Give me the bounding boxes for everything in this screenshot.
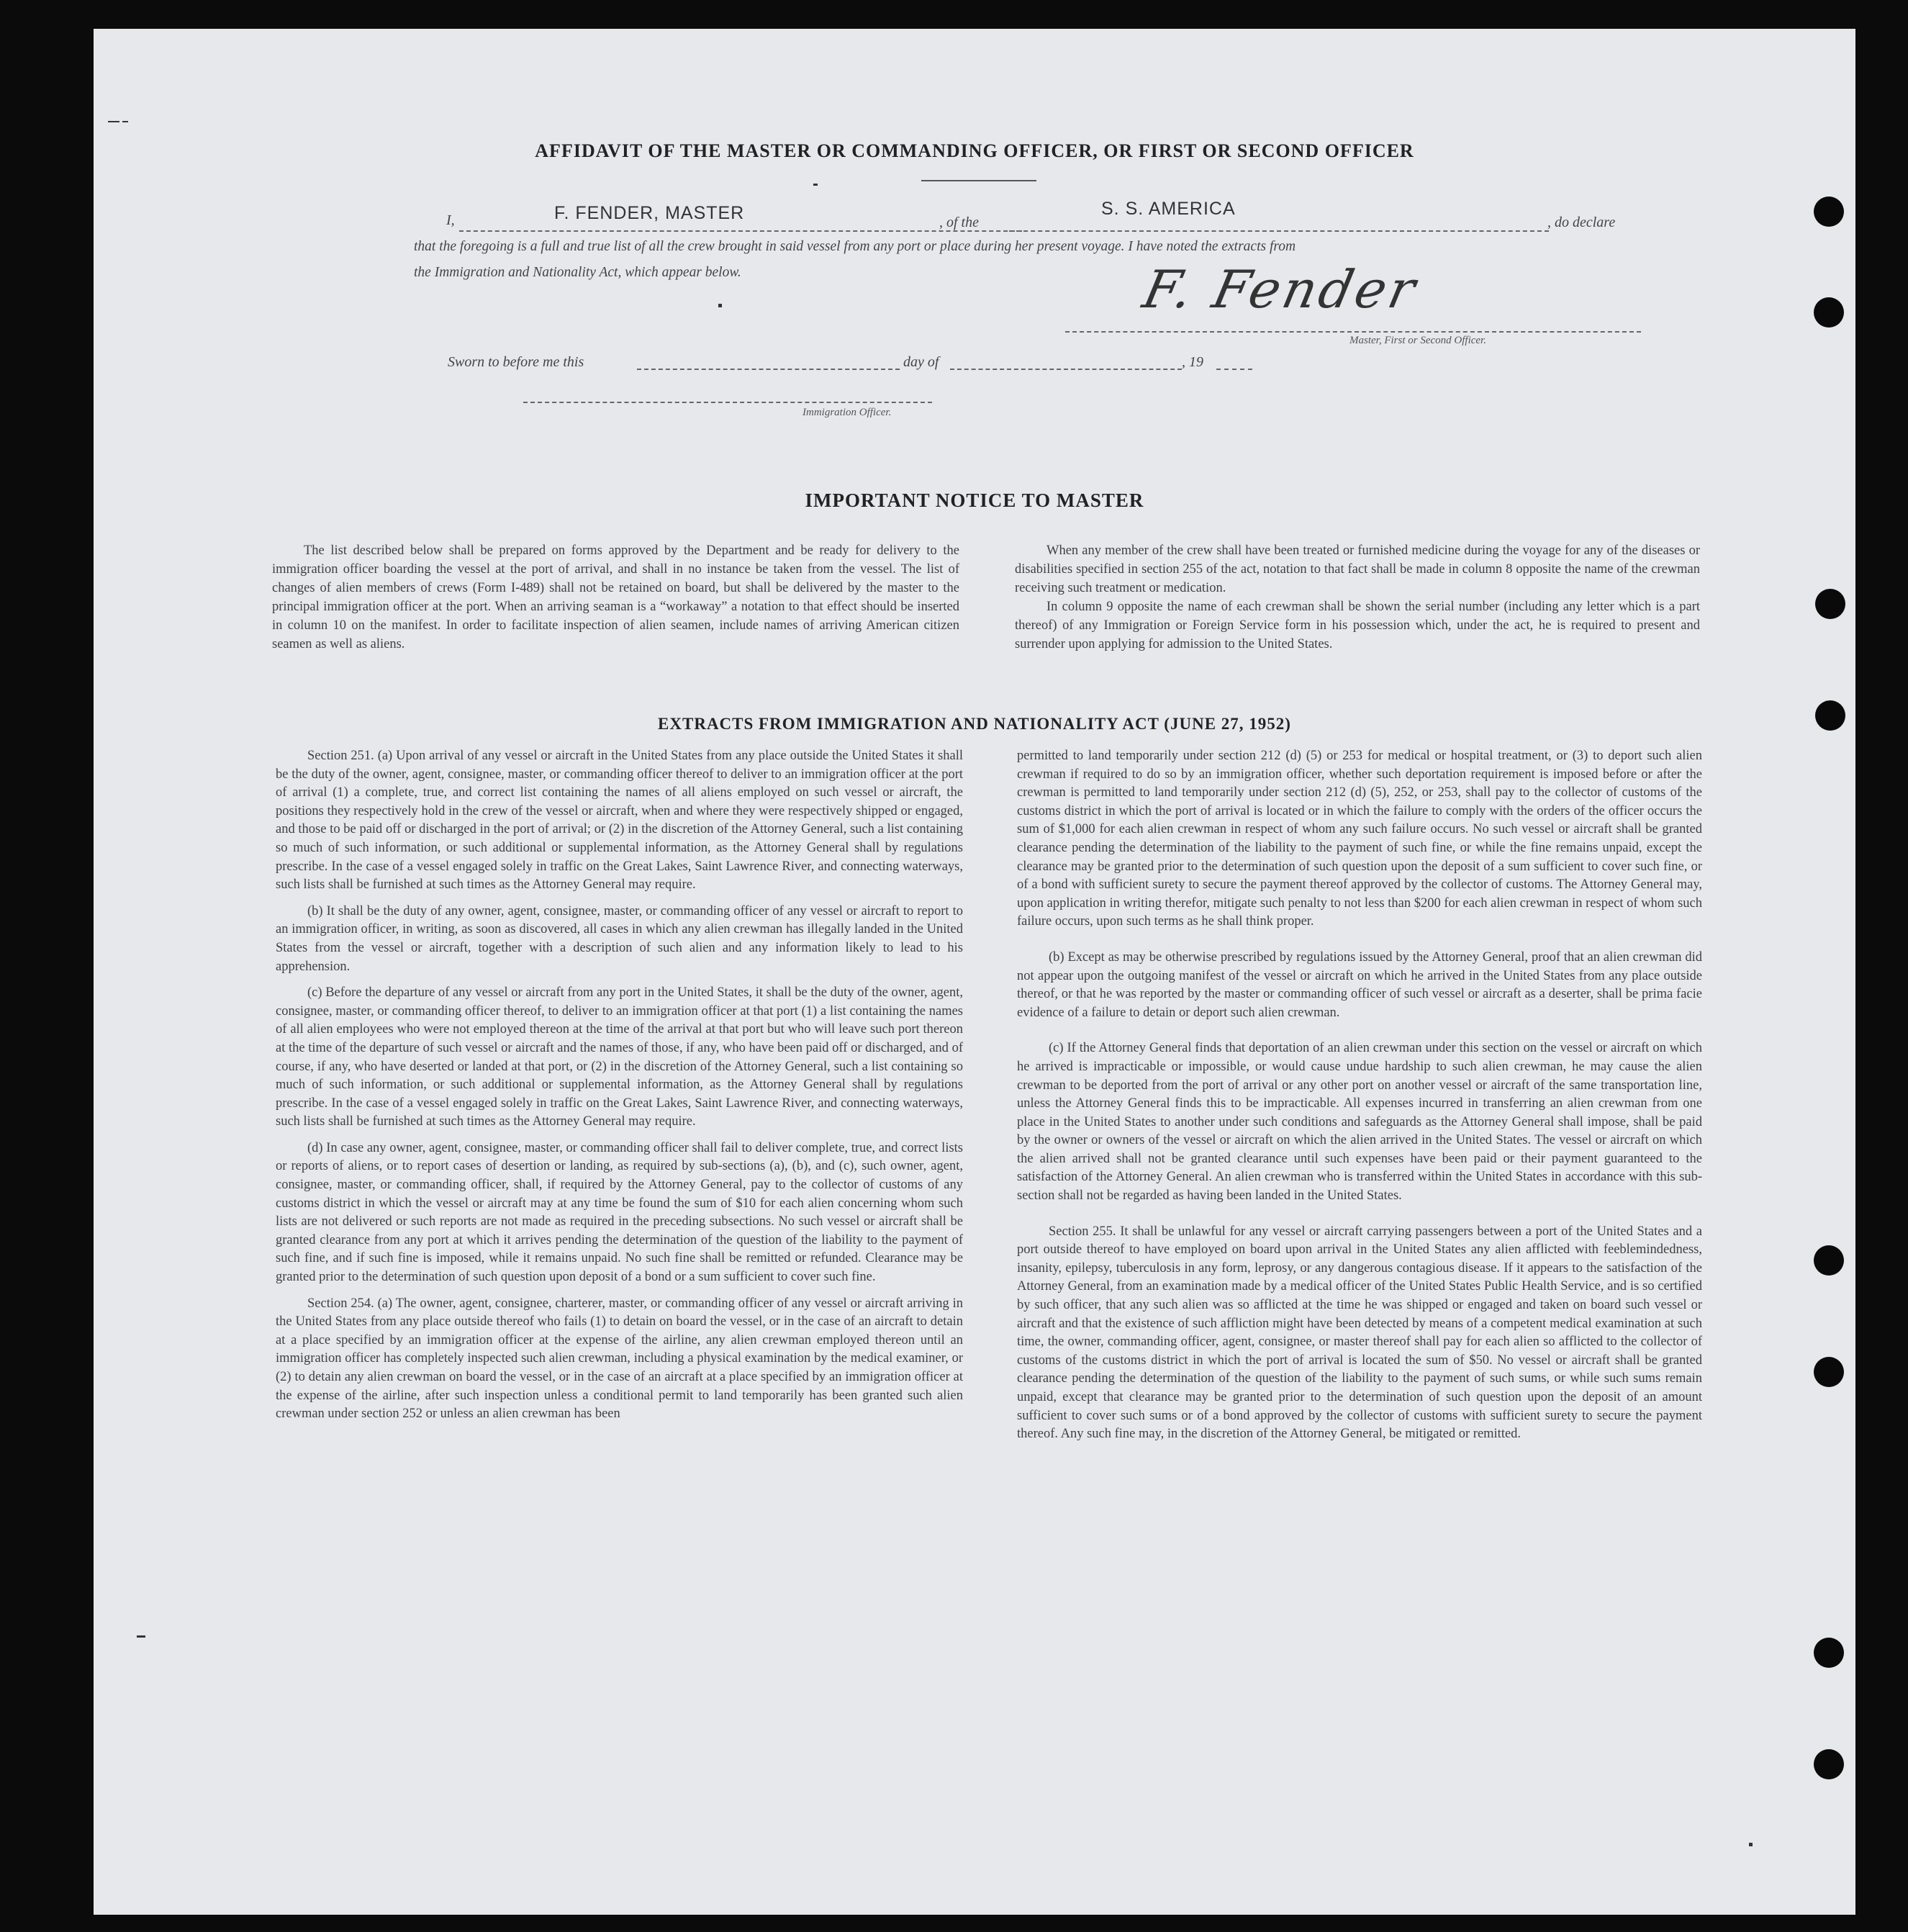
notice-right-paragraph-1: When any member of the crew shall have been treated or furnished medicine during the voyage for any of the diseases or disabilities specified in section 255 of the act, notation to that fact shall be made in column 8 opposite the name of the crewman receiving such treatment or medication.: [1015, 543, 1700, 595]
extracts-left-column: [276, 747, 963, 1432]
section-251-b: (b) It shall be the duty of any owner, agent, consignee, master, or commanding officer of any vessel or aircraft to report to an immigration officer, in writing, as soon as discovered, all cases in which any alien crewman has illegally landed in the United States from the vessel or aircraft, together with a description of such alien and any information likely to lead to his apprehension.: [276, 903, 963, 974]
punch-hole: [1814, 1638, 1844, 1668]
scan-mark: [813, 184, 818, 186]
section-251-d: (d) In case any owner, agent, consignee, master, or commanding officer shall fail to deliver complete, true, and correct lists or reports of aliens, or to report cases of desertion or landing, as required by sub-sections (a), (b), and (c), such owner, agent, consignee, master, or commanding officer, shall, if required by the Attorney General, pay to the collector of customs of any customs district in which the vessel or aircraft may at any time be found the sum of $10 for each alien concerning whom such lists are not delivered or such reports are not made as required in the preceding subsections. No such vessel or aircraft shall be granted clearance from any port at which it arrives pending the determination of the question of the liability to the payment of such fine, and if such fine is imposed, while it remains unpaid. No such fine shall be remitted or refunded. Clearance may be granted prior to the determination of such question upon deposit of a bond or a sum sufficient to cover such fine.: [276, 1140, 963, 1285]
punch-hole: [1814, 197, 1844, 227]
section-251-c: (c) Before the departure of any vessel or aircraft from any port in the United States, it shall be the duty of the owner, agent, consignee, master, or commanding officer thereof, to deliver to an immigration officer at that port (1) a list containing the names of all alien employees who were not employed thereon at the time of the arrival at that port but who will leave such port thereon at the time of the departure of such vessel or aircraft and the names of those, if any, who have been paid off or discharged, and of course, if any, who have deserted or landed at that port, or (2) in the discretion of the Attorney General, such a list containing so much of such information, or such additional or supplemental information, as the Attorney General shall by regulations prescribe. In the case of a vessel engaged solely in traffic on the Great Lakes, Saint Lawrence River, and connecting waterways, such lists shall be furnished at such times as the Attorney General may require.: [276, 985, 963, 1129]
signature-caption: Master, First or Second Officer.: [1349, 335, 1486, 346]
section-255: Section 255. It shall be unlawful for any vessel or aircraft carrying passengers between a port of the United States and a port outside thereof to have employed on board upon arrival in the United States any alien afflicted with feeblemindedness, insanity, epilepsy, tuberculosis in any form, leprosy, or any dangerous contagious disease. If it appears to the satisfaction of the Attorney General, from an examination made by a medical officer of the United States Public Health Service, and is so certified by such officer, that any such alien was so afflicted at the time he was shipped or engaged and taken on board such vessel or aircraft and that the existence of such affliction might have been detected by means of a competent medical examination at such time, the owner, commanding officer, agent, consignee, or master thereof shall pay for each alien so afflicted to the collector of customs of the customs district in which the port of arrival is located the sum of $50. No vessel or aircraft shall be granted clearance pending the determination of the question of the liability to the payment of such sums, or while such sums remain unpaid, except that clearance may be granted prior to the determination of such question upon the deposit of an amount sufficient to cover such sums or of a bond approved by the collector of customs with sufficient surety to secure the payment thereof. Any such fine may, in the discretion of the Attorney General, be mitigated or remitted.: [1017, 1224, 1702, 1442]
affidavit-title: AFFIDAVIT OF THE MASTER OR COMMANDING OFFICER, OR FIRST OR SECOND OFFICER: [535, 140, 1414, 161]
declaration-line-1: that the foregoing is a full and true list of all the crew brought in said vessel from any port or place during her present voyage. I have noted the extracts from: [414, 239, 1296, 254]
label-do-declare: , do declare: [1547, 215, 1616, 230]
punch-hole: [1814, 1357, 1844, 1387]
scan-mark: [718, 304, 722, 307]
vessel-line: [1009, 230, 1549, 232]
extracts-title: EXTRACTS FROM IMMIGRATION AND NATIONALITY ACT (JUNE 27, 1952): [658, 715, 1291, 733]
notice-left: [272, 541, 959, 661]
punch-hole: [1814, 1245, 1844, 1276]
scan-mark: [1749, 1843, 1753, 1846]
name-line: [459, 230, 1022, 232]
notice-title: IMPORTANT NOTICE TO MASTER: [805, 489, 1144, 511]
scan-mark: [137, 1635, 145, 1638]
document-page: [94, 29, 1855, 1915]
section-254-a: Section 254. (a) The owner, agent, consignee, charterer, master, or commanding officer of any vessel or aircraft arriving in the United States from any place outside thereof who fails (1) to detain on board the vessel, or in the case of an aircraft to detain at a place specified by an immigration officer at the expense of the airline, any alien crewman employed thereon until an immigration officer has completely inspected such alien crewman, including a physical examination by the medical examiner, or (2) to detain any alien crewman on board the vessel, or in the case of an aircraft at a place specified by an immigration officer at the expense of the airline, after such inspection unless a conditional permit to land temporarily has been granted such alien crewman under section 252 or unless an alien crewman has been: [276, 1296, 963, 1422]
sworn-label: Sworn to before me this: [448, 354, 584, 370]
day-of-label: day of: [903, 354, 939, 370]
sworn-month-line: [950, 369, 1182, 370]
sworn-year-line: [1216, 369, 1252, 370]
declaration-line-2: the Immigration and Nationality Act, which appear below.: [414, 265, 741, 280]
punch-hole: [1815, 589, 1845, 619]
notice-right: [1015, 541, 1700, 661]
year-label: , 19: [1182, 354, 1203, 370]
scan-mark: [122, 121, 128, 122]
section-254-c: (c) If the Attorney General finds that deportation of an alien crewman under this section on the vessel or aircraft on which he arrived is impracticable or impossible, or would cause undue hardship to such alien crewman, he may cause the alien crewman to be deported from the port of arrival or any other port on another vessel or aircraft of the same transportation line, unless the Attorney General finds this to be impracticable. All expenses incurred in transferring an alien crewman from one place in the United States to another under such conditions and safeguards as the Attorney General shall impose, shall be paid by the owner or owners of the vessel or aircraft on which the alien arrived in the United States. The vessel or aircraft on which the alien arrived shall not be granted clearance until such expenses have been paid or their payment guaranteed to the satisfaction of the Attorney General. An alien crewman who is transferred within the United States in accordance with this sub-section shall not be regarded as having been landed in the United States.: [1017, 1041, 1702, 1204]
master-name: F. FENDER, MASTER: [554, 203, 745, 223]
signature-line: [1065, 331, 1641, 333]
label-of-the: , of the: [939, 215, 979, 230]
section-251-a: Section 251. (a) Upon arrival of any vessel or aircraft in the United States from any place outside the United States it shall be the duty of the owner, agent, consignee, master, or commanding officer thereof to deliver to an immigration officer at the port of arrival (1) a complete, true, and correct list containing the names of all aliens employed on such vessel or aircraft, the positions they respectively hold in the crew of the vessel or aircraft, when and where they were respectively shipped or engaged, and those to be paid off or discharged in the port of arrival; or (2) in the discretion of the Attorney General, such a list containing so much of such information, or such additional or supplemental information, as the Attorney General shall by regulations prescribe. In the case of a vessel engaged solely in traffic on the Great Lakes, Saint Lawrence River, and connecting waterways, such lists shall be furnished at such times as the Attorney General may require.: [276, 749, 963, 893]
extracts-right-column: [1017, 747, 1702, 1452]
section-254-a-continued: permitted to land temporarily under section 212 (d) (5) or 253 for medical or hospital treatment, or (3) to deport such alien crewman if required to do so by an immigration officer, whether such deportation requirement is imposed before or after the crewman is permitted to land temporarily under section 212 (d) (5), 252, or 253, shall pay to the collector of customs of the customs district in which the port of arrival is located or in which the failure to comply with the orders of the officer occurs the sum of $1,000 for each alien crewman in respect of whom any such failure occurs. No such vessel or aircraft shall be granted clearance pending the determination of the liability to the payment of such fine, or while the fine remains unpaid, except the clearance may be granted prior to the determination of such question upon the deposit of a sum sufficient to cover such fine, or of a bond with sufficient surety to secure the payment thereof approved by the collector of customs. The Attorney General may, upon application in writing therefor, mitigate such penalty to not less than $200 for each alien crewman in respect of whom such failure occurs, upon such terms as he shall think proper.: [1017, 749, 1702, 929]
notice-left-paragraph: The list described below shall be prepared on forms approved by the Department and be ready for delivery to the immigration officer boarding the vessel at the port of arrival, and shall in no instance be taken from the vessel. The list of changes of alien members of crews (Form I-489) shall not be retained on board, but shall be delivered by the master to the principal immigration officer at the port. When an arriving seaman is a “workaway” a notation to that effect should be inserted in column 10 on the manifest. In order to facilitate inspection of alien seamen, include names of arriving American citizen seamen as well as aliens.: [272, 543, 959, 651]
officer-line: [523, 402, 932, 403]
punch-hole: [1814, 1749, 1844, 1779]
section-254-b: (b) Except as may be otherwise prescribed by regulations issued by the Attorney General, proof that an alien crewman did not appear upon the outgoing manifest of the vessel or aircraft on which he arrived in the United States from any place outside thereof, or that he was reported by the master or commanding officer of such vessel or aircraft as a deserter, shall be prima facie evidence of a failure to detain or deport such alien crewman.: [1017, 949, 1702, 1020]
label-i: I,: [446, 212, 455, 228]
sworn-day-line: [637, 369, 900, 370]
notice-right-paragraph-2: In column 9 opposite the name of each crewman shall be shown the serial number (including any letter which is a part thereof) of any Immigration or Foreign Service form in his possession which, under the act, he is required to present and surrender upon applying for admission to the United States.: [1015, 600, 1700, 651]
punch-hole: [1815, 700, 1845, 731]
officer-caption: Immigration Officer.: [802, 407, 892, 418]
punch-hole: [1814, 297, 1844, 328]
master-signature: F. Fender: [1138, 259, 1424, 320]
title-rule: [921, 180, 1036, 181]
scan-mark: [108, 121, 119, 122]
vessel-name: S. S. AMERICA: [1101, 199, 1236, 219]
